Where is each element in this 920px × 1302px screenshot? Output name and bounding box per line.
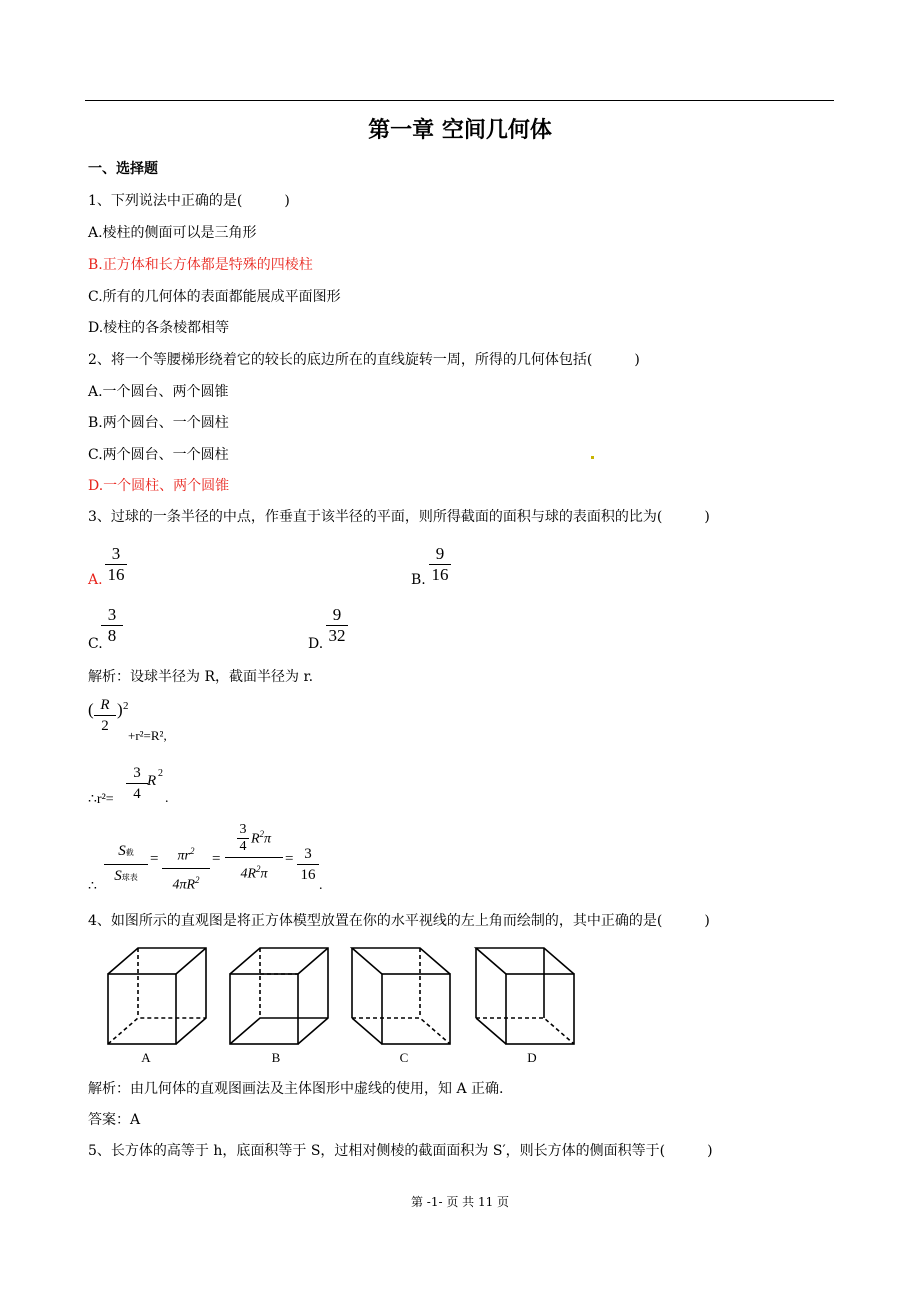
header-rule (85, 100, 834, 101)
q3-option-b-fraction (429, 545, 451, 584)
q4-answer: 答案：A (88, 1112, 141, 1128)
eq3-equals-3: = (285, 851, 294, 867)
fraction-denominator: 32 (328, 626, 346, 645)
cube-c (352, 948, 450, 1044)
fraction-numerator: 9 (332, 605, 342, 624)
fraction-numerator: 3 (107, 605, 117, 624)
q2-option-a: A.一个圆台、两个圆锥 (88, 384, 229, 400)
cube-label-c: C (399, 1050, 409, 1065)
eq3-equals-1: = (150, 851, 159, 867)
eq2-variable: R (147, 773, 157, 789)
page-footer: 第 -1- 页 共 11 页 (410, 1195, 510, 1209)
cube-label-d: D (527, 1050, 537, 1065)
cube-b (230, 948, 328, 1044)
q5-stem: 5、长方体的高等于 h，底面积等于 S，过相对侧棱的截面面积为 S′，则长方体的侧面积等于( ) (88, 1143, 713, 1159)
q4-analysis: 解析：由几何体的直观图画法及主体图形中虚线的使用，知 A 正确. (88, 1081, 504, 1097)
eq3-mid-fraction (162, 842, 210, 894)
eq3-end: . (319, 878, 323, 893)
ratio-sub-bottom: 球表 (121, 873, 138, 882)
cube-label-a: A (141, 1050, 151, 1065)
eq2-exponent: 2 (158, 768, 163, 779)
q2-option-b: B.两个圆台、一个圆柱 (88, 415, 229, 431)
fraction-denominator: 4 (133, 786, 141, 802)
q1-option-a: A.棱柱的侧面可以是三角形 (88, 225, 257, 241)
eq2-fraction (126, 764, 148, 803)
mid-den-exp: 2 (195, 874, 200, 885)
big-den: 4R (240, 866, 257, 882)
eq2-prefix: ∴r²= (88, 792, 114, 807)
q2-option-d: D.一个圆柱、两个圆锥 (88, 478, 230, 494)
big-den-pi: π (260, 866, 268, 882)
ratio-s-top: S (118, 843, 126, 859)
q3-option-c-fraction (101, 606, 123, 645)
fraction-numerator: 3 (111, 544, 121, 563)
q2-option-c: C.两个圆台、一个圆柱 (88, 447, 229, 463)
fraction-denominator: 16 (431, 565, 449, 584)
cube-d (476, 948, 574, 1044)
q3-option-d-label: D. (308, 636, 324, 652)
eq1-rest: +r²=R², (128, 728, 167, 743)
fraction-denominator: 8 (107, 626, 117, 645)
mid-num: πr (177, 848, 190, 864)
eq3-equals-2: = (212, 851, 221, 867)
big-num-pi: π (264, 831, 272, 847)
big-den-exp: 2 (256, 864, 261, 874)
eq3-result-fraction (297, 845, 319, 884)
ratio-sub-top: 截 (125, 848, 134, 857)
q1-option-b: B.正方体和长方体都是特殊的四棱柱 (88, 257, 313, 273)
cube-figures (100, 942, 580, 1067)
q3-analysis: 解析：设球半径为 R，截面半径为 r. (88, 669, 314, 685)
eq2-end: . (165, 791, 169, 806)
fraction-numerator: R (100, 697, 110, 713)
q3-option-d-fraction (326, 606, 348, 645)
big-inner-num: 3 (239, 822, 247, 837)
mid-den: 4πR (172, 877, 196, 893)
q3-stem: 3、过球的一条半径的中点，作垂直于该半径的平面，则所得截面的面积与球的表面积的比为( ) (88, 509, 710, 525)
q1-option-d: D.棱柱的各条棱都相等 (88, 320, 230, 336)
q3-option-a-label: A. (88, 572, 103, 588)
fraction-numerator: 9 (435, 544, 445, 563)
section-heading: 一、选择题 (88, 161, 158, 177)
cube-a (108, 948, 206, 1044)
fraction-denominator: 2 (101, 718, 109, 734)
eq3-big-fraction (225, 822, 283, 884)
eq1-exponent: 2 (123, 700, 129, 712)
q3-option-c-label: C. (88, 636, 103, 652)
q3-option-b-label: B. (411, 572, 426, 588)
big-num-exp: 2 (259, 829, 265, 840)
ratio-s-bottom: S (114, 868, 122, 884)
big-inner-den: 4 (239, 839, 247, 854)
q4-stem: 4、如图所示的直观图是将正方体模型放置在你的水平视线的左上角而绘制的，其中正确的是( ) (88, 913, 710, 929)
page-title: 第一章 空间几何体 (368, 118, 552, 143)
big-num-r: R (250, 831, 260, 847)
q3-option-a-fraction (105, 545, 127, 584)
q1-option-c: C.所有的几何体的表面都能展成平面图形 (88, 289, 341, 305)
fraction-numerator: 3 (304, 846, 312, 862)
stray-dot (591, 456, 594, 459)
eq1-fraction (94, 696, 116, 735)
fraction-numerator: 3 (133, 765, 141, 781)
cube-label-b: B (271, 1050, 281, 1065)
q1-stem: 1、下列说法中正确的是( ) (88, 193, 290, 209)
eq3-ratio (104, 842, 148, 887)
fraction-denominator: 16 (107, 565, 125, 584)
eq3-therefore: ∴ (88, 879, 97, 894)
mid-num-exp: 2 (189, 846, 195, 856)
fraction-denominator: 16 (300, 867, 316, 883)
eq1-open-paren: ( (88, 700, 94, 719)
q2-stem: 2、将一个等腰梯形绕着它的较长的底边所在的直线旋转一周，所得的几何体包括( ) (88, 352, 640, 368)
eq1-close-paren: ) (117, 700, 123, 719)
